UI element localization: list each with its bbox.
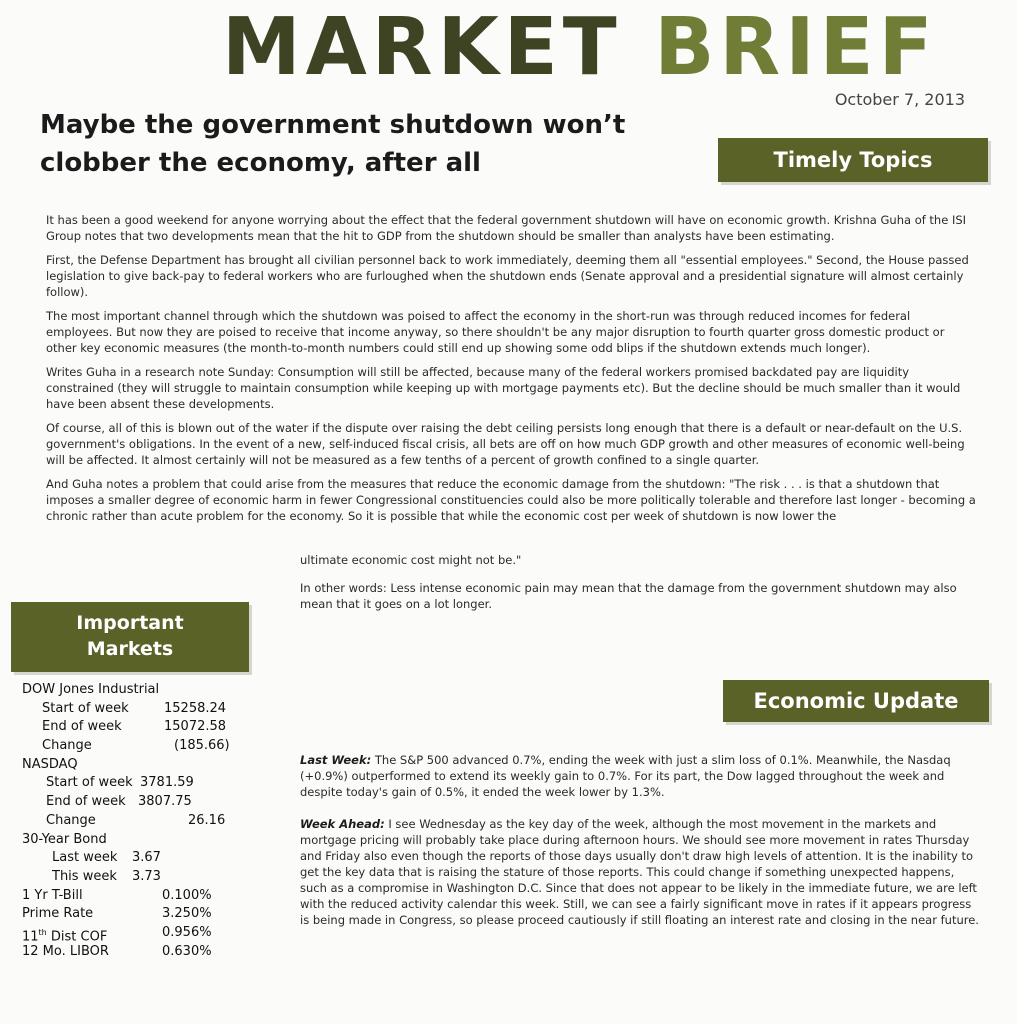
market-label: 30-Year Bond xyxy=(22,831,107,847)
market-row xyxy=(22,943,262,962)
market-label: Change xyxy=(42,738,92,754)
market-label: NASDAQ xyxy=(22,756,78,772)
market-value: 26.16 xyxy=(188,812,226,828)
last-week-text: The S&P 500 advanced 0.7%, ending the week with just a slim loss of 0.1%. Meanwhile, the Nasdaq (+0.9%) outperformed to extend its weekly gain to 0.7%. For its part, the Dow lagged throughout the week and despite today's gain of 0.5%, it ended the week lower by 1.3%. xyxy=(300,753,951,799)
market-label: 11th Dist COF xyxy=(22,927,108,945)
market-row xyxy=(22,887,262,906)
market-value: 3807.75 xyxy=(138,794,192,810)
market-value: 0.630% xyxy=(162,943,212,959)
market-value: 0.100% xyxy=(162,887,212,903)
week-ahead-label: Week Ahead: xyxy=(300,817,385,831)
article-tail xyxy=(300,552,980,624)
market-value: 3781.59 xyxy=(140,775,194,791)
market-value: 15072.58 xyxy=(164,719,227,735)
market-row xyxy=(22,774,262,793)
headline-line-1: Maybe the government shutdown won’t xyxy=(40,110,626,140)
markets-table xyxy=(22,681,262,961)
article-body xyxy=(46,212,978,524)
article-paragraph: Of course, all of this is blown out of the water if the dispute over raising the debt ceiling persists long enough that there is a default or near-default on the U.S. government's obligations. In the event of a new, self-induced fiscal crisis, all bets are off on how much GDP growth and other measures of economic well-being will be affected. It almost certainly will not be measured as a few tenths of a percent of growth confined to a single quarter. xyxy=(46,421,965,467)
important-markets-banner xyxy=(11,602,249,672)
market-label: Prime Rate xyxy=(22,906,94,922)
market-row xyxy=(22,756,262,775)
market-label: End of week xyxy=(42,719,122,735)
market-value: 3.73 xyxy=(132,868,161,884)
timely-topics-banner: Timely Topics xyxy=(718,138,988,182)
headline xyxy=(40,106,680,182)
issue-date: October 7, 2013 xyxy=(834,90,965,109)
article-paragraph: First, the Defense Department has brought all civilian personnel back to work immediately, deeming them all "essential employees." Second, the House passed legislation to give back-pay to federal workers who are furloughed when the shutdown ends (Senate approval and a presidential signature will almost certainly follow). xyxy=(46,253,969,299)
market-label: This week xyxy=(52,868,117,884)
week-ahead-paragraph xyxy=(300,816,980,928)
important-markets-line-2: Markets xyxy=(86,638,174,660)
market-row xyxy=(22,924,262,943)
market-row xyxy=(22,812,262,831)
market-label: 12 Mo. LIBOR xyxy=(22,943,109,959)
last-week-paragraph xyxy=(300,752,980,800)
masthead-brief: BRIEF xyxy=(654,1,938,93)
last-week-label: Last Week: xyxy=(300,753,372,767)
market-label: Start of week xyxy=(42,700,129,716)
market-value: 3.250% xyxy=(162,906,212,922)
market-value: 0.956% xyxy=(162,924,212,940)
market-value: 15258.24 xyxy=(164,700,227,716)
market-row xyxy=(22,681,262,700)
headline-line-2: clobber the economy, after all xyxy=(40,148,481,178)
market-value: 3.67 xyxy=(132,850,161,866)
market-label: 1 Yr T-Bill xyxy=(22,887,83,903)
article-paragraph: The most important channel through which the shutdown was poised to affect the economy in the short-run was through reduced incomes for federal employees. But now they are poised to receive that income anyway, so there shouldn't be any major disruption to fourth quarter gross domestic product or other key economic measures (the month-to-month numbers could still end up showing some odd blips if the shutdown extends much longer). xyxy=(46,309,945,355)
market-row xyxy=(22,831,262,850)
article-paragraph: And Guha notes a problem that could arise from the measures that reduce the economic damage from the shutdown: "The risk . . . is that a shutdown that imposes a smaller degree of economic harm in fewer Congressional constituencies could also be more politically tolerable and therefore last longer - becoming a chronic rather than acute problem for the economy. So it is possible that while the economic cost per week of shutdown is now lower the xyxy=(46,477,976,523)
market-row xyxy=(22,849,262,868)
market-label: Start of week xyxy=(46,775,133,791)
market-row xyxy=(22,718,262,737)
market-label: Last week xyxy=(52,850,118,866)
economic-update-banner: Economic Update xyxy=(723,680,989,722)
masthead xyxy=(222,2,1012,92)
important-markets-line-1: Important xyxy=(76,612,184,634)
market-label: DOW Jones Industrial xyxy=(22,682,160,697)
market-row xyxy=(22,905,262,924)
market-row xyxy=(22,868,262,887)
market-label: Change xyxy=(46,812,96,828)
economic-update-body xyxy=(300,752,980,944)
market-value: (185.66) xyxy=(174,738,230,754)
article-paragraph: ultimate economic cost might not be." xyxy=(300,553,522,567)
week-ahead-text: I see Wednesday as the key day of the week, although the most movement in the markets and mortgage pricing will probably take place during afternoon hours. We should see more movement in rates Thursday and Friday also even though the reports of those days usually don't draw high levels of attention. It is the inability to get the key data that is raising the stature of those reports. This could change if something unexpected happens, such as a compromise in Washington D.C. Since that does not appear to be likely in the immediate future, we are left with the reduced activity calendar this week. Still, we can see a fairly significant move in rates if it appears progress is being made in Congress, so please proceed cautiously if still floating an interest rate and closing in the near future. xyxy=(300,817,979,927)
article-paragraph: In other words: Less intense economic pain may mean that the damage from the government shutdown may also mean that it goes on a lot longer. xyxy=(300,581,957,611)
article-paragraph: It has been a good weekend for anyone worrying about the effect that the federal government shutdown will have on economic growth. Krishna Guha of the ISI Group notes that two developments mean that the hit to GDP from the shutdown should be smaller than analysts have been estimating. xyxy=(46,213,967,243)
article-paragraph: Writes Guha in a research note Sunday: Consumption will still be affected, because many of the federal workers promised backdated pay are liquidity constrained (they will struggle to maintain consumption while keeping up with mortgage payments etc). But the decline should be much smaller than it would have been absent these developments. xyxy=(46,365,961,411)
market-row xyxy=(22,793,262,812)
market-row xyxy=(22,737,262,756)
masthead-market: MARKET xyxy=(222,1,622,93)
market-row xyxy=(22,700,262,719)
market-label: End of week xyxy=(46,794,126,810)
